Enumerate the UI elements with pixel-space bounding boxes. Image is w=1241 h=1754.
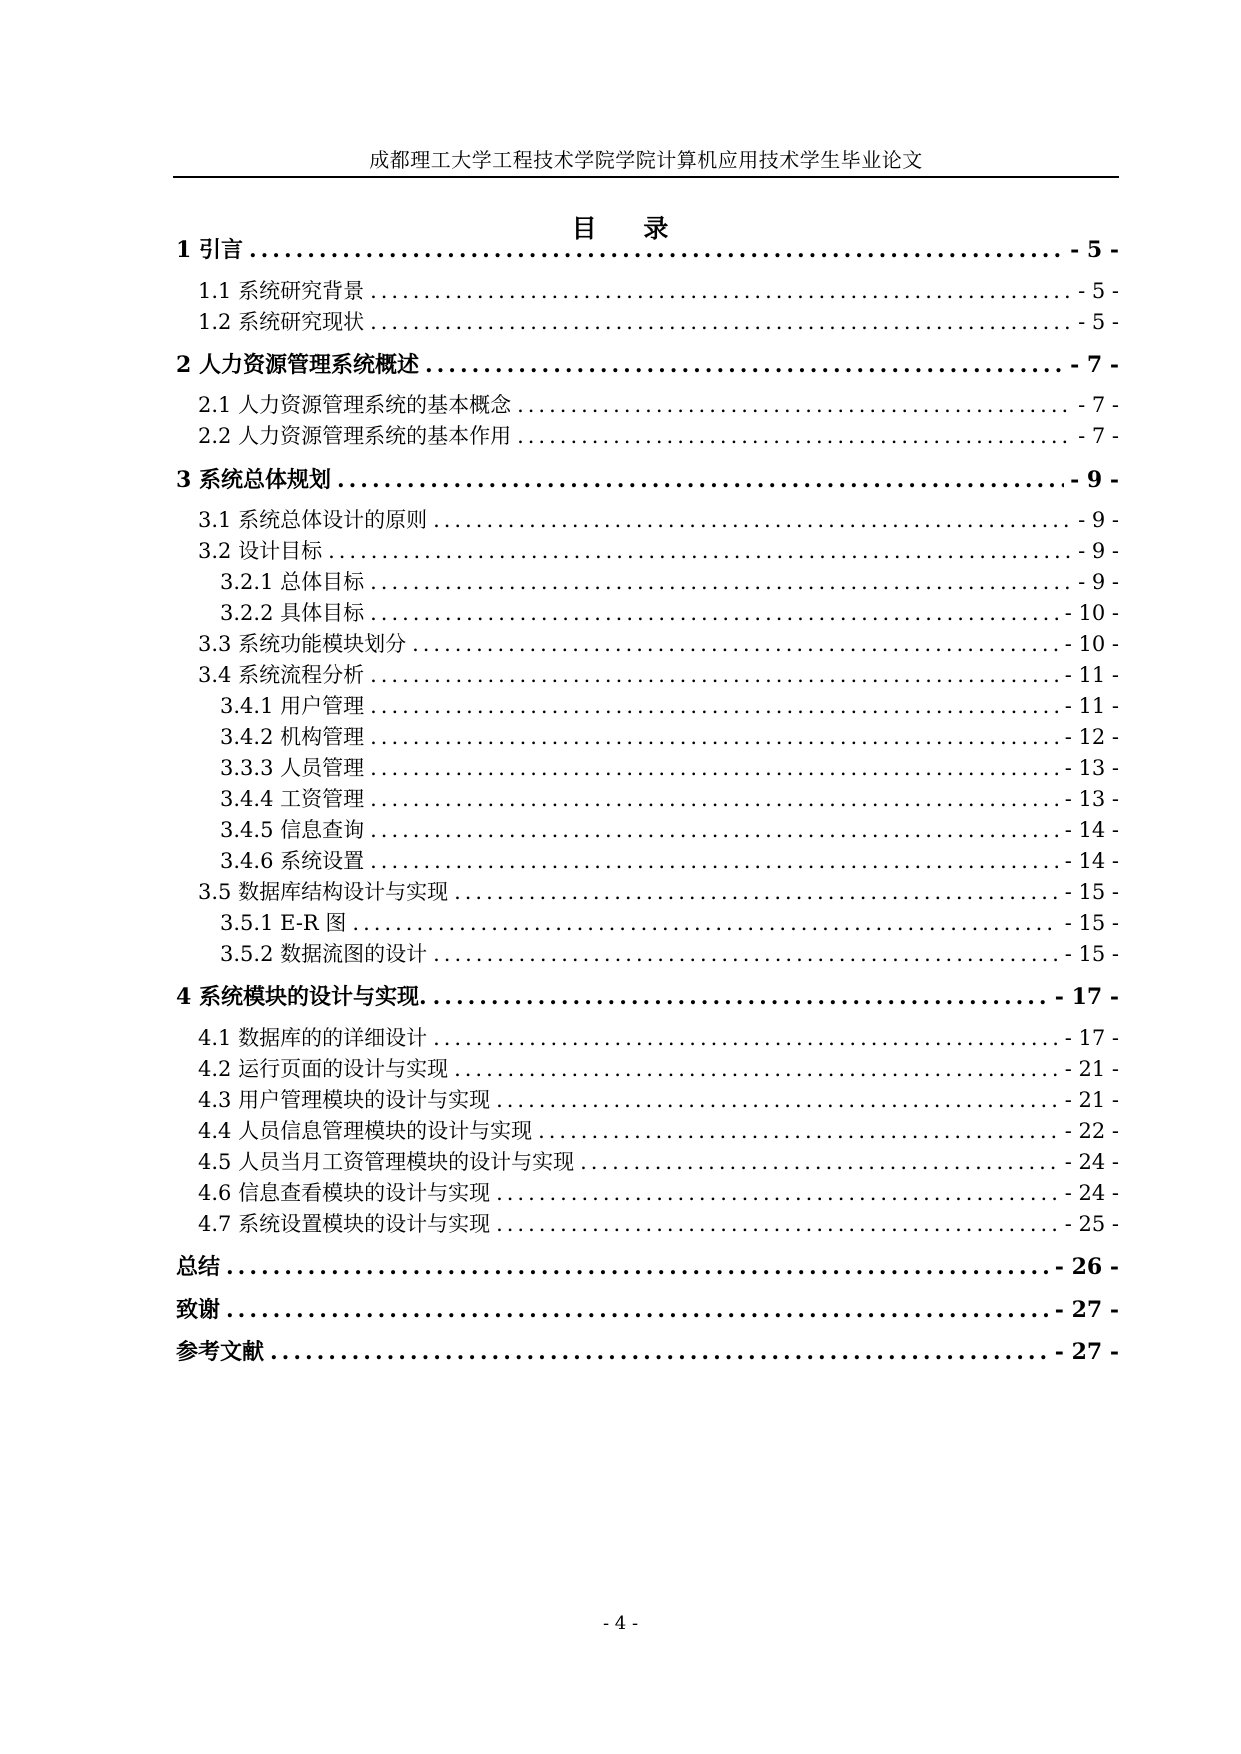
toc-entry-label: 3.5.1 E-R 图 <box>220 911 347 935</box>
toc-entry[interactable] <box>176 662 1119 688</box>
toc-entry[interactable] <box>176 755 1119 781</box>
toc-entry[interactable] <box>176 786 1119 812</box>
toc-entry-page: - 27 - <box>1054 1297 1119 1323</box>
toc-entry-label: 3.4.2 机构管理 <box>220 725 365 749</box>
toc-entry-page: - 7 - <box>1070 352 1119 378</box>
toc-leader-dots <box>370 817 1059 843</box>
toc-entry-label: 3.4.5 信息查询 <box>220 818 365 842</box>
toc-entry-label: 参考文献 <box>176 1339 265 1365</box>
toc-leader-dots <box>433 941 1059 967</box>
toc-entry-label: 3 系统总体规划 <box>176 467 331 493</box>
toc-entry[interactable] <box>176 351 1119 379</box>
toc-entry-label: 3.3.3 人员管理 <box>220 756 365 780</box>
toc-entry-page: - 25 - <box>1064 1212 1119 1236</box>
toc-title-char-1: 目 <box>571 214 598 243</box>
toc-entry[interactable] <box>176 1118 1119 1144</box>
toc-leader-dots <box>226 1253 1049 1281</box>
toc-entry-page: - 7 - <box>1078 424 1119 448</box>
toc-entry-label: 4.7 系统设置模块的设计与实现 <box>198 1212 491 1236</box>
toc-entry-label: 3.5.2 数据流图的设计 <box>220 942 428 966</box>
toc-entry-page: - 14 - <box>1064 818 1119 842</box>
toc-entry-page: - 21 - <box>1064 1088 1119 1112</box>
toc-entry-label: 1.2 系统研究现状 <box>198 310 365 334</box>
toc-entry[interactable] <box>176 1025 1119 1051</box>
toc-entry-page: - 9 - <box>1078 539 1119 563</box>
toc-leader-dots <box>538 1118 1059 1144</box>
toc-entry-page: - 9 - <box>1078 570 1119 594</box>
toc-entry-page: - 17 - <box>1054 984 1119 1010</box>
toc-entry[interactable] <box>176 983 1119 1011</box>
toc-leader-dots <box>580 1149 1059 1175</box>
toc-entry-label: 3.4.4 工资管理 <box>220 787 365 811</box>
toc-entry[interactable] <box>176 600 1119 626</box>
toc-title-char-2: 录 <box>643 214 670 243</box>
toc-entry-label: 4.5 人员当月工资管理模块的设计与实现 <box>198 1150 575 1174</box>
toc-leader-dots <box>249 236 1064 264</box>
toc-entry[interactable] <box>176 1056 1119 1082</box>
toc-entry-label: 4.2 运行页面的设计与实现 <box>198 1057 449 1081</box>
toc-leader-dots <box>370 724 1059 750</box>
toc-leader-dots <box>433 507 1072 533</box>
toc-entry[interactable] <box>176 466 1119 494</box>
toc-entry-page: - 10 - <box>1064 601 1119 625</box>
toc-entry[interactable] <box>176 1180 1119 1206</box>
toc-entry-page: - 14 - <box>1064 849 1119 873</box>
toc-entry-page: - 15 - <box>1064 911 1119 935</box>
toc-entry[interactable] <box>176 631 1119 657</box>
toc-leader-dots <box>328 538 1072 564</box>
toc-leader-dots <box>270 1338 1049 1366</box>
toc-leader-dots <box>496 1087 1059 1113</box>
toc-entry[interactable] <box>176 507 1119 533</box>
toc-entry-page: - 24 - <box>1064 1181 1119 1205</box>
toc-leader-dots <box>454 879 1059 905</box>
toc-entry-page: - 22 - <box>1064 1119 1119 1143</box>
toc-leader-dots <box>370 278 1072 304</box>
toc-entry-label: 2 人力资源管理系统概述 <box>176 352 419 378</box>
toc-leader-dots <box>496 1180 1059 1206</box>
toc-entry[interactable] <box>176 392 1119 418</box>
toc-entry[interactable] <box>176 1211 1119 1237</box>
toc-entry-page: - 9 - <box>1078 508 1119 532</box>
toc-leader-dots <box>370 848 1059 874</box>
toc-entry-page: - 9 - <box>1070 467 1119 493</box>
toc-entry-page: - 10 - <box>1064 632 1119 656</box>
toc-entry-label: 4 系统模块的设计与实现. <box>176 984 427 1010</box>
toc-entry-page: - 24 - <box>1064 1150 1119 1174</box>
toc-leader-dots <box>370 569 1072 595</box>
toc-entry[interactable] <box>176 1296 1119 1324</box>
toc-entry-label: 致谢 <box>176 1297 221 1323</box>
toc-entry[interactable] <box>176 236 1119 264</box>
toc-leader-dots <box>226 1296 1049 1324</box>
toc-leader-dots <box>433 1025 1059 1051</box>
toc-leader-dots <box>352 910 1058 936</box>
toc-entry-label: 3.4 系统流程分析 <box>198 663 365 687</box>
toc-entry-page: - 15 - <box>1064 942 1119 966</box>
toc-entry-page: - 21 - <box>1064 1057 1119 1081</box>
toc-entry-page: - 5 - <box>1078 279 1119 303</box>
toc-entry[interactable] <box>176 278 1119 304</box>
toc-leader-dots <box>412 631 1059 657</box>
running-header: 成都理工大学工程技术学院学院计算机应用技术学生毕业论文 <box>369 148 923 172</box>
toc-entry[interactable] <box>176 309 1119 335</box>
toc-entry[interactable] <box>176 910 1119 936</box>
toc-entry-label: 3.2.2 具体目标 <box>220 601 365 625</box>
toc-entry[interactable] <box>176 1149 1119 1175</box>
toc-entry[interactable] <box>176 724 1119 750</box>
toc-entry[interactable] <box>176 879 1119 905</box>
toc-leader-dots <box>425 351 1064 379</box>
toc-entry[interactable] <box>176 848 1119 874</box>
toc-entry-page: - 15 - <box>1064 880 1119 904</box>
toc-entry[interactable] <box>176 538 1119 564</box>
toc-entry-label: 总结 <box>176 1254 221 1280</box>
toc-leader-dots <box>337 466 1064 494</box>
toc-leader-dots <box>370 662 1059 688</box>
toc-entry-label: 1 引言 <box>176 237 243 263</box>
toc-leader-dots <box>370 755 1059 781</box>
toc-entry-page: - 13 - <box>1064 756 1119 780</box>
table-of-contents <box>176 0 1119 1754</box>
toc-entry-label: 4.1 数据库的的详细设计 <box>198 1026 428 1050</box>
toc-entry[interactable] <box>176 1087 1119 1113</box>
toc-leader-dots <box>370 693 1059 719</box>
toc-entry-page: - 26 - <box>1054 1254 1119 1280</box>
toc-leader-dots <box>517 423 1072 449</box>
toc-entry[interactable] <box>176 423 1119 449</box>
toc-entry-label: 3.2.1 总体目标 <box>220 570 365 594</box>
toc-entry-page: - 11 - <box>1064 694 1119 718</box>
toc-leader-dots <box>454 1056 1059 1082</box>
toc-entry-page: - 12 - <box>1064 725 1119 749</box>
page-number: - 4 - <box>602 1613 639 1634</box>
toc-entry-page: - 5 - <box>1078 310 1119 334</box>
toc-entry-page: - 17 - <box>1064 1026 1119 1050</box>
toc-entry[interactable] <box>176 1253 1119 1281</box>
toc-entry-label: 3.3 系统功能模块划分 <box>198 632 407 656</box>
toc-entry-page: - 5 - <box>1070 237 1119 263</box>
toc-entry-page: - 27 - <box>1054 1339 1119 1365</box>
toc-leader-dots <box>370 786 1059 812</box>
toc-leader-dots <box>370 309 1072 335</box>
toc-entry-label: 4.3 用户管理模块的设计与实现 <box>198 1088 491 1112</box>
toc-entry-label: 3.4.1 用户管理 <box>220 694 365 718</box>
toc-entry-label: 2.2 人力资源管理系统的基本作用 <box>198 424 512 448</box>
toc-entry-page: - 7 - <box>1078 393 1119 417</box>
toc-entry-label: 1.1 系统研究背景 <box>198 279 365 303</box>
toc-entry[interactable] <box>176 817 1119 843</box>
toc-entry[interactable] <box>176 941 1119 967</box>
toc-leader-dots <box>517 392 1072 418</box>
toc-entry[interactable] <box>176 693 1119 719</box>
toc-leader-dots <box>370 600 1059 626</box>
toc-entry-page: - 13 - <box>1064 787 1119 811</box>
toc-entry-label: 4.6 信息查看模块的设计与实现 <box>198 1181 491 1205</box>
toc-entry-label: 3.4.6 系统设置 <box>220 849 365 873</box>
toc-entry-page: - 11 - <box>1064 663 1119 687</box>
toc-leader-dots <box>433 983 1049 1011</box>
toc-entry-label: 4.4 人员信息管理模块的设计与实现 <box>198 1119 533 1143</box>
toc-entry-label: 3.5 数据库结构设计与实现 <box>198 880 449 904</box>
toc-entry[interactable] <box>176 569 1119 595</box>
toc-entry[interactable] <box>176 1338 1119 1366</box>
toc-leader-dots <box>496 1211 1059 1237</box>
toc-entry-label: 2.1 人力资源管理系统的基本概念 <box>198 393 512 417</box>
toc-entry-label: 3.1 系统总体设计的原则 <box>198 508 428 532</box>
toc-entry-label: 3.2 设计目标 <box>198 539 323 563</box>
